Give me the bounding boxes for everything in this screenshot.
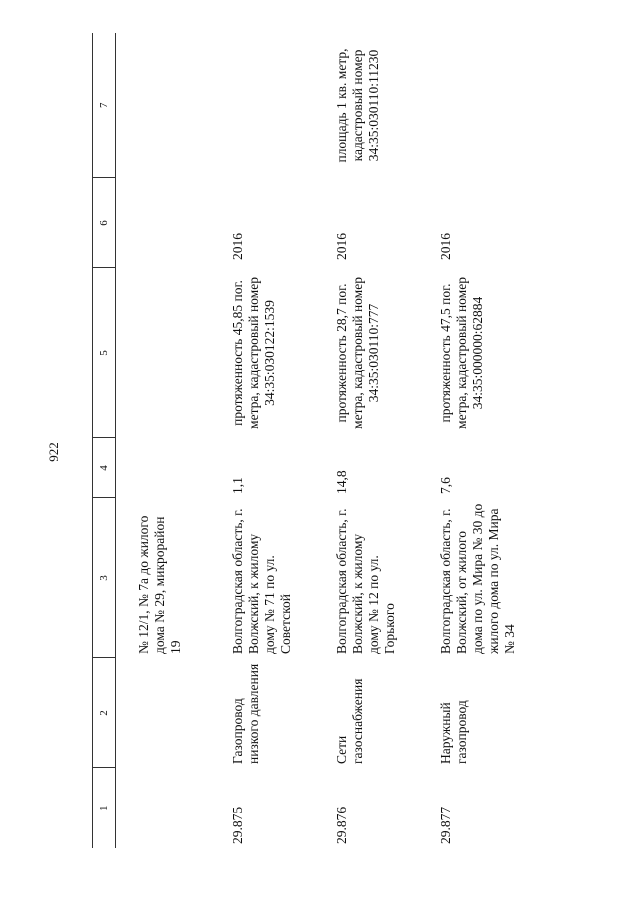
row-number (116, 768, 217, 848)
row-number: 29.877 (438, 806, 453, 844)
row-number: 29.876 (334, 806, 349, 844)
column-header: 1 (93, 768, 116, 848)
object-name (116, 658, 217, 768)
object-length: 7,6 (438, 477, 453, 494)
table-row (116, 33, 217, 848)
column-header: 7 (93, 33, 116, 178)
object-location: Волгоградская область, г. Волжский, к жилому дому № 71 по ул. Советской (230, 508, 293, 654)
column-header: 4 (93, 438, 116, 498)
object-location: Волгоградская область, г. Волжский, к жилому дому № 12 по ул. Горького (334, 508, 397, 654)
object-name: Сети газоснабжения (334, 678, 365, 764)
object-year (116, 178, 217, 268)
registry-table-sheet (92, 33, 532, 848)
object-name: Газопровод низкого давления (230, 663, 261, 764)
column-header-row (93, 33, 116, 848)
object-note (216, 33, 320, 178)
object-characteristics: протяженность 28,7 пог. метра, кадастровый номер 34:35:030110:777 (334, 277, 381, 429)
object-year: 2016 (334, 233, 349, 260)
object-characteristics: протяженность 45,85 пог. метра, кадастровый номер 34:35:030122:1539 (230, 277, 277, 429)
object-year: 2016 (230, 233, 245, 260)
column-header: 3 (93, 498, 116, 658)
column-header: 6 (93, 178, 116, 268)
object-characteristics (116, 268, 217, 438)
page-number: 922 (46, 442, 61, 462)
column-header: 2 (93, 658, 116, 768)
object-length: 14,8 (334, 470, 349, 494)
object-location: № 12/1, № 7а до жилого дома № 29, микрорайон 19 (136, 515, 183, 654)
object-note: площадь 1 кв. метр, кадастровый номер 34:35:030110:11230 (334, 48, 381, 163)
object-length (116, 438, 217, 498)
object-year: 2016 (438, 233, 453, 260)
object-note (116, 33, 217, 178)
table-row (216, 33, 320, 848)
object-location: Волгоградская область, г. Волжский, от жилого дома по ул. Мира № 30 до жилого дома по ул. Мира № 34 (438, 503, 517, 654)
registry-table (92, 33, 528, 848)
object-note (424, 33, 528, 178)
object-length: 1,1 (230, 477, 245, 494)
table-row (424, 33, 528, 848)
object-name: Наружный газопровод (438, 700, 469, 764)
column-header: 5 (93, 268, 116, 438)
object-characteristics: протяженность 47,5 пог. метра, кадастровый номер 34:35:000000:62884 (438, 277, 485, 429)
table-row (320, 33, 424, 848)
row-number: 29.875 (230, 806, 245, 844)
